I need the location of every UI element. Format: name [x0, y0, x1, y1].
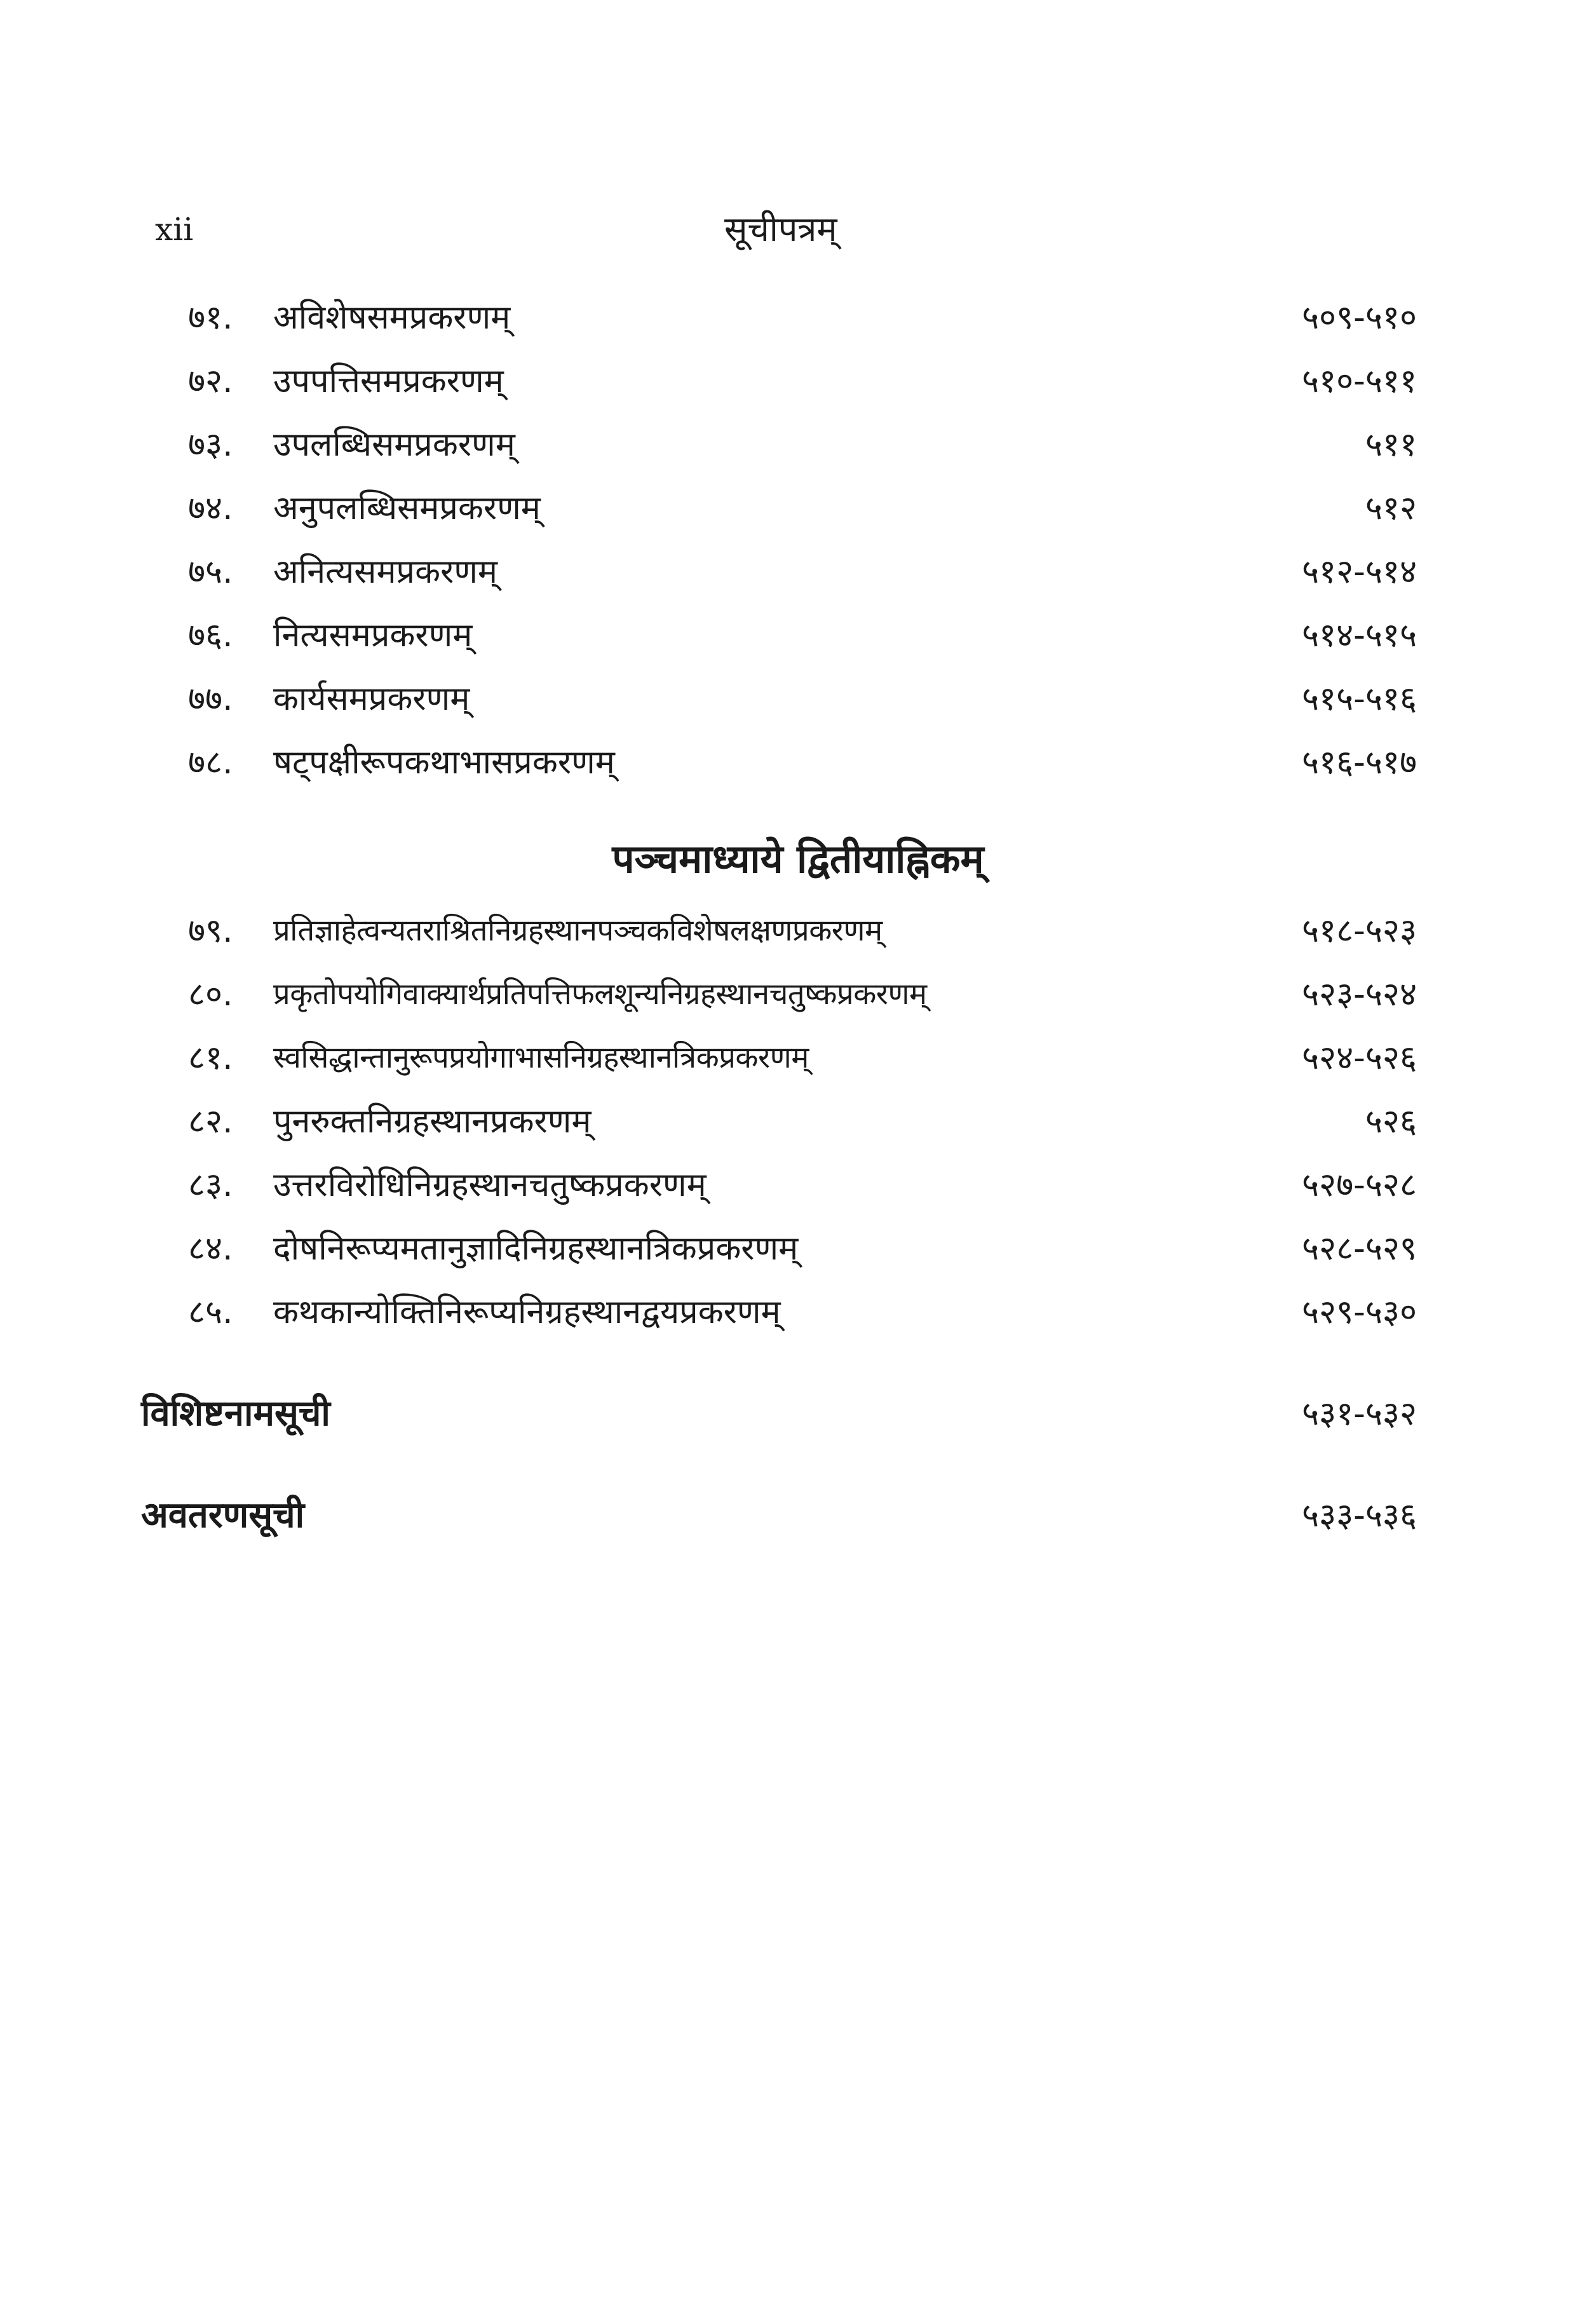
entry-pages: ५२६ [1365, 1103, 1417, 1141]
entry-number: ७६. [188, 616, 233, 655]
entry-pages: ५१२-५१४ [1301, 553, 1417, 591]
toc-entry [0, 416, 1596, 473]
entry-pages: ५०९-५१० [1301, 299, 1417, 337]
entry-title: षट्पक्षीरूपकथाभासप्रकरणम् [273, 743, 615, 782]
section-heading: पञ्चमाध्याये द्वितीयाह्निकम् [612, 836, 984, 882]
toc-entry [0, 966, 1596, 1023]
entry-pages: ५१०-५११ [1301, 362, 1417, 400]
index-entry [0, 1385, 1596, 1443]
entry-number: ७३. [188, 426, 233, 464]
entry-title: अविशेषसमप्रकरणम् [273, 299, 511, 337]
entry-title: उपलब्धिसमप्रकरणम् [273, 426, 515, 464]
entry-title: अनुपलब्धिसमप्रकरणम् [273, 489, 541, 527]
entry-pages: ५११ [1365, 426, 1417, 464]
entry-pages: ५१५-५१६ [1301, 680, 1417, 718]
entry-pages: ५२४-५२६ [1301, 1039, 1417, 1077]
index-title: अवतरणसूची [141, 1495, 305, 1536]
entry-pages: ५१२ [1365, 489, 1417, 527]
entry-number: ७१. [188, 299, 233, 337]
entry-title: पुनरुक्तनिग्रहस्थानप्रकरणम् [273, 1103, 592, 1141]
entry-number: ७२. [188, 362, 233, 400]
entry-pages: ५२९-५३० [1301, 1293, 1417, 1331]
page-folio: xii [155, 211, 194, 248]
index-pages: ५३३-५३६ [1301, 1497, 1417, 1535]
entry-pages: ५१४-५१५ [1301, 616, 1417, 655]
entry-pages: ५२७-५२८ [1301, 1166, 1417, 1204]
entry-pages: ५२८-५२९ [1301, 1230, 1417, 1268]
toc-entry [0, 1029, 1596, 1087]
running-title: सूचीपत्रम् [724, 209, 837, 249]
toc-entry [0, 353, 1596, 410]
entry-number: ८३. [188, 1166, 233, 1204]
toc-entry [0, 902, 1596, 960]
entry-pages: ५१६-५१७ [1301, 743, 1417, 782]
toc-entry [0, 1157, 1596, 1214]
entry-title: उत्तरविरोधिनिग्रहस्थानचतुष्कप्रकरणम् [273, 1166, 707, 1204]
entry-pages: ५२३-५२४ [1301, 975, 1417, 1014]
toc-entry [0, 1093, 1596, 1150]
toc-entry [0, 289, 1596, 346]
entry-title: स्वसिद्धान्तानुरूपप्रयोगाभासनिग्रहस्थानत्रिकप्रकरणम् [273, 1040, 809, 1075]
toc-entry [0, 734, 1596, 791]
entry-number: ८५. [188, 1293, 233, 1331]
entry-number: ७८. [188, 743, 233, 782]
toc-entry [0, 1284, 1596, 1341]
toc-entry [0, 480, 1596, 537]
toc-entry [0, 670, 1596, 728]
entry-number: ७४. [188, 489, 233, 527]
running-head [0, 207, 1596, 252]
entry-number: ७७. [188, 680, 233, 718]
entry-pages: ५१८-५२३ [1301, 912, 1417, 950]
entry-title: कार्यसमप्रकरणम् [273, 680, 470, 718]
entry-title: दोषनिरूप्यमतानुज्ञादिनिग्रहस्थानत्रिकप्रकरणम् [273, 1230, 799, 1268]
entry-number: ७९. [188, 912, 233, 950]
entry-number: ८२. [188, 1103, 233, 1141]
entry-number: ८१. [188, 1039, 233, 1077]
entry-title: अनित्यसमप्रकरणम् [273, 553, 498, 591]
index-title: विशिष्टनामसूची [141, 1393, 330, 1434]
index-pages: ५३१-५३२ [1301, 1395, 1417, 1433]
entry-title: प्रकृतोपयोगिवाक्यार्थप्रतिपत्तिफलशून्यनिग्रहस्थानचतुष्कप्रकरणम् [273, 977, 927, 1012]
toc-entry [0, 607, 1596, 664]
entry-title: नित्यसमप्रकरणम् [273, 616, 473, 655]
entry-title: प्रतिज्ञाहेत्वन्यतराश्रितनिग्रहस्थानपञ्चकविशेषलक्षणप्रकरणम् [273, 913, 883, 948]
entry-title: कथकान्योक्तिनिरूप्यनिग्रहस्थानद्वयप्रकरणम् [273, 1293, 781, 1331]
entry-number: ८४. [188, 1230, 233, 1268]
entry-number: ७५. [188, 553, 233, 591]
index-entry [0, 1487, 1596, 1544]
entry-number: ८०. [188, 975, 233, 1014]
toc-entry [0, 1220, 1596, 1277]
toc-entry [0, 543, 1596, 601]
entry-title: उपपत्तिसमप्रकरणम् [273, 362, 504, 400]
